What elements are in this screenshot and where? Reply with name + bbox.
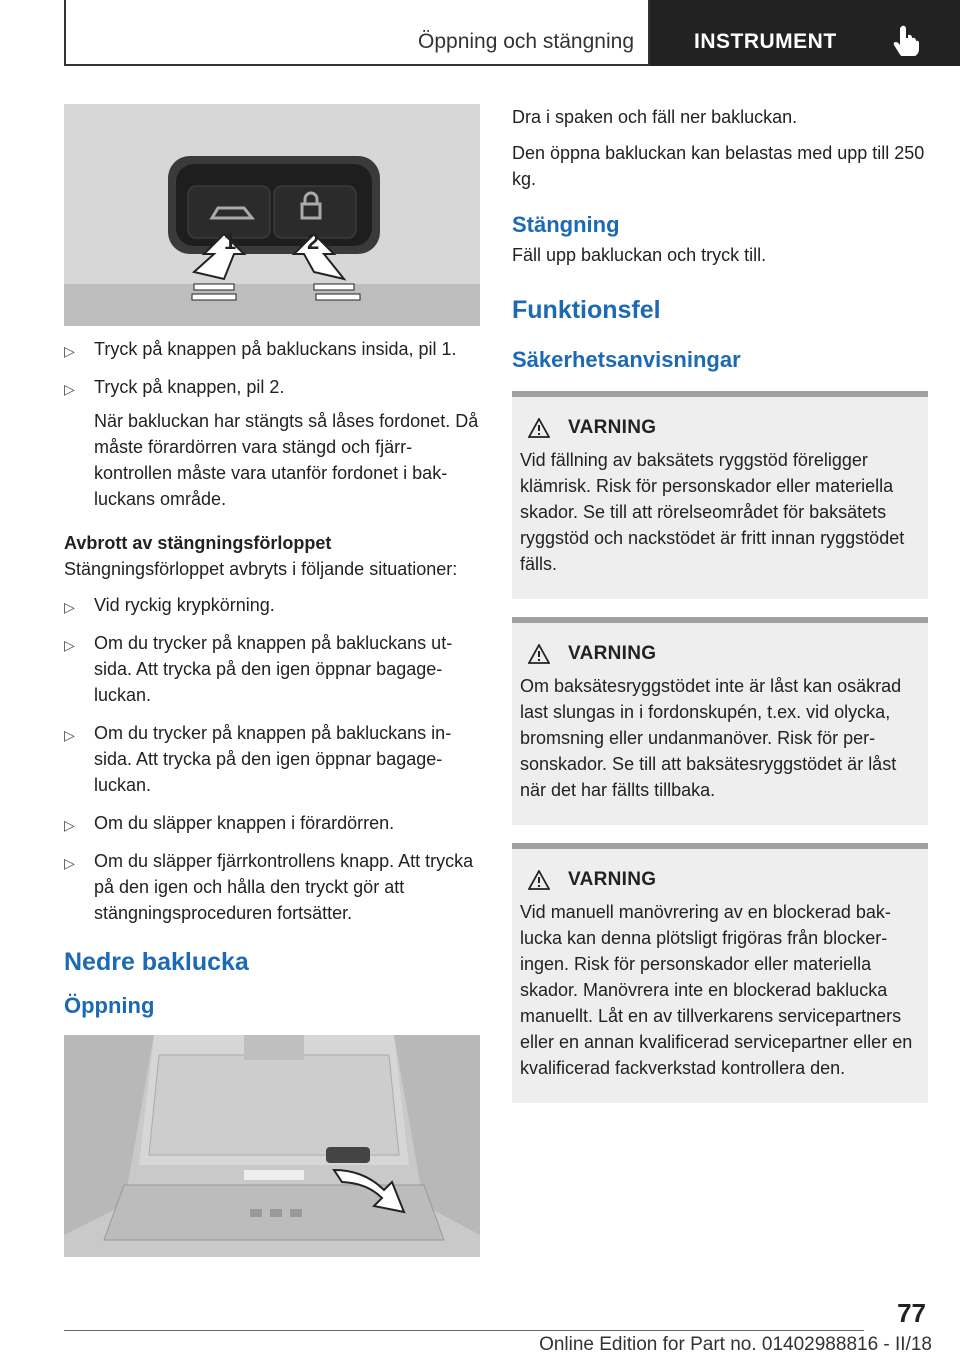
arrow-label-1: 1 [224, 229, 237, 254]
cargo-area-illustration [64, 1035, 480, 1257]
warning-box [512, 843, 928, 1103]
right-column [512, 104, 928, 1121]
list-item-text: Vid ryckig krypkörning. [94, 595, 275, 615]
opening-heading: Öppning [64, 993, 155, 1018]
hand-pointer-icon [892, 24, 922, 56]
list-item [64, 630, 480, 708]
warning-title: VARNING [568, 643, 657, 664]
page-header [64, 0, 960, 66]
warning-triangle-icon [528, 870, 550, 890]
triangle-bullet-icon: ▷ [64, 727, 75, 743]
warning-header [528, 869, 920, 891]
section-title: Öppning och stängning [418, 30, 634, 53]
chapter-title: INSTRUMENT [694, 30, 837, 53]
warning-text: Vid manuell manövrering av en blockerad baklucka kan denna plötsligt frigöras från blockeringen. Risk för personskador eller materiella skador. Manövrera inte en blockerad baklucka manuellt. Låt en av tillverkarens servicepartners eller en annan kvalificerad servicepartner eller en kvalificerad fackverkstad kontrollera den. [520, 902, 913, 1078]
page-number: 77 [897, 1298, 926, 1328]
edition-text: Online Edition for Part no. 01402988816 - II/18 [539, 1334, 932, 1355]
chapter-tab [650, 0, 960, 66]
pull-lever-text: Dra i spaken och fäll ner bakluckan. [512, 107, 798, 127]
warning-text: Vid fällning av baksätets ryggstöd föreligger klämrisk. Risk för personskador eller materiella skador. Se till att rörelseområdet för baksätets ryggstöd och nackstödet är fritt innan ryggstödet fälls. [520, 450, 905, 574]
triangle-bullet-icon: ▷ [64, 599, 75, 615]
list-item-text: Om du trycker på knappen på bakluckans insida. Att trycka på den igen öppnar bagageluckan. [94, 723, 452, 795]
left-column [64, 104, 480, 1257]
fault-heading: Funktionsfel [512, 296, 661, 324]
abort-text: Stängningsförloppet avbryts i följande situationer: [64, 559, 458, 579]
arrow-label-2: 2 [307, 229, 320, 254]
abort-heading: Avbrott av stängningsförloppet [64, 533, 332, 553]
list-item [64, 848, 480, 926]
warning-triangle-icon [528, 418, 550, 438]
closing-text: Fäll upp bakluckan och tryck till. [512, 245, 767, 265]
warning-triangle-icon [528, 644, 550, 664]
list-item [64, 592, 480, 618]
safety-heading: Säkerhetsanvisningar [512, 347, 741, 372]
warning-header [528, 417, 920, 439]
list-item-text: Tryck på knappen, pil 2. [94, 377, 285, 397]
list-item [64, 720, 480, 798]
footer-divider [64, 1330, 864, 1331]
triangle-bullet-icon: ▷ [64, 637, 75, 653]
list-item-text: Om du släpper fjärrkontrollens knapp. Att trycka på den igen och hålla den tryckt gör att stängningsproceduren fortsätter. [94, 851, 474, 923]
section-tab [64, 0, 650, 66]
warning-title: VARNING [568, 417, 657, 438]
button-panel-image [64, 104, 480, 326]
triangle-bullet-icon: ▷ [64, 381, 75, 397]
warning-header [528, 643, 920, 665]
list-item-text: Om du trycker på knappen på bakluckans utsida. Att trycka på den igen öppnar bagageluckan. [94, 633, 453, 705]
triangle-bullet-icon: ▷ [64, 343, 75, 359]
list-item [64, 336, 480, 362]
triangle-bullet-icon: ▷ [64, 855, 75, 871]
warning-text: Om baksätesryggstödet inte är låst kan osäkrad last slungas in i fordonskupén, t.ex. vid olycka, bromsning eller undanmanöver. Risk för personskador. Se till att baksätesryggstödet är låst när det har fällts tillbaka. [520, 676, 902, 800]
list-item-text: Tryck på knappen på bakluckans insida, pil 1. [94, 339, 457, 359]
lower-tailgate-heading: Nedre baklucka [64, 948, 249, 976]
list-item [64, 374, 480, 512]
list-item-note: När bakluckan har stängts så låses fordonet. Då måste förardörren vara stängd och fjärrkontrollen måste vara utanför fordonet i bakluckans område. [94, 411, 479, 509]
cargo-area-image [64, 1035, 480, 1257]
warning-box [512, 617, 928, 825]
abort-list [64, 592, 480, 926]
load-text: Den öppna bakluckan kan belastas med upp till 250 kg. [512, 143, 925, 189]
closing-heading: Stängning [512, 212, 620, 237]
warning-title: VARNING [568, 869, 657, 890]
tailgate-button-illustration [64, 104, 480, 326]
list-item-text: Om du släpper knappen i förardörren. [94, 813, 395, 833]
triangle-bullet-icon: ▷ [64, 817, 75, 833]
step-list [64, 336, 480, 512]
list-item [64, 810, 480, 836]
warning-box [512, 391, 928, 599]
